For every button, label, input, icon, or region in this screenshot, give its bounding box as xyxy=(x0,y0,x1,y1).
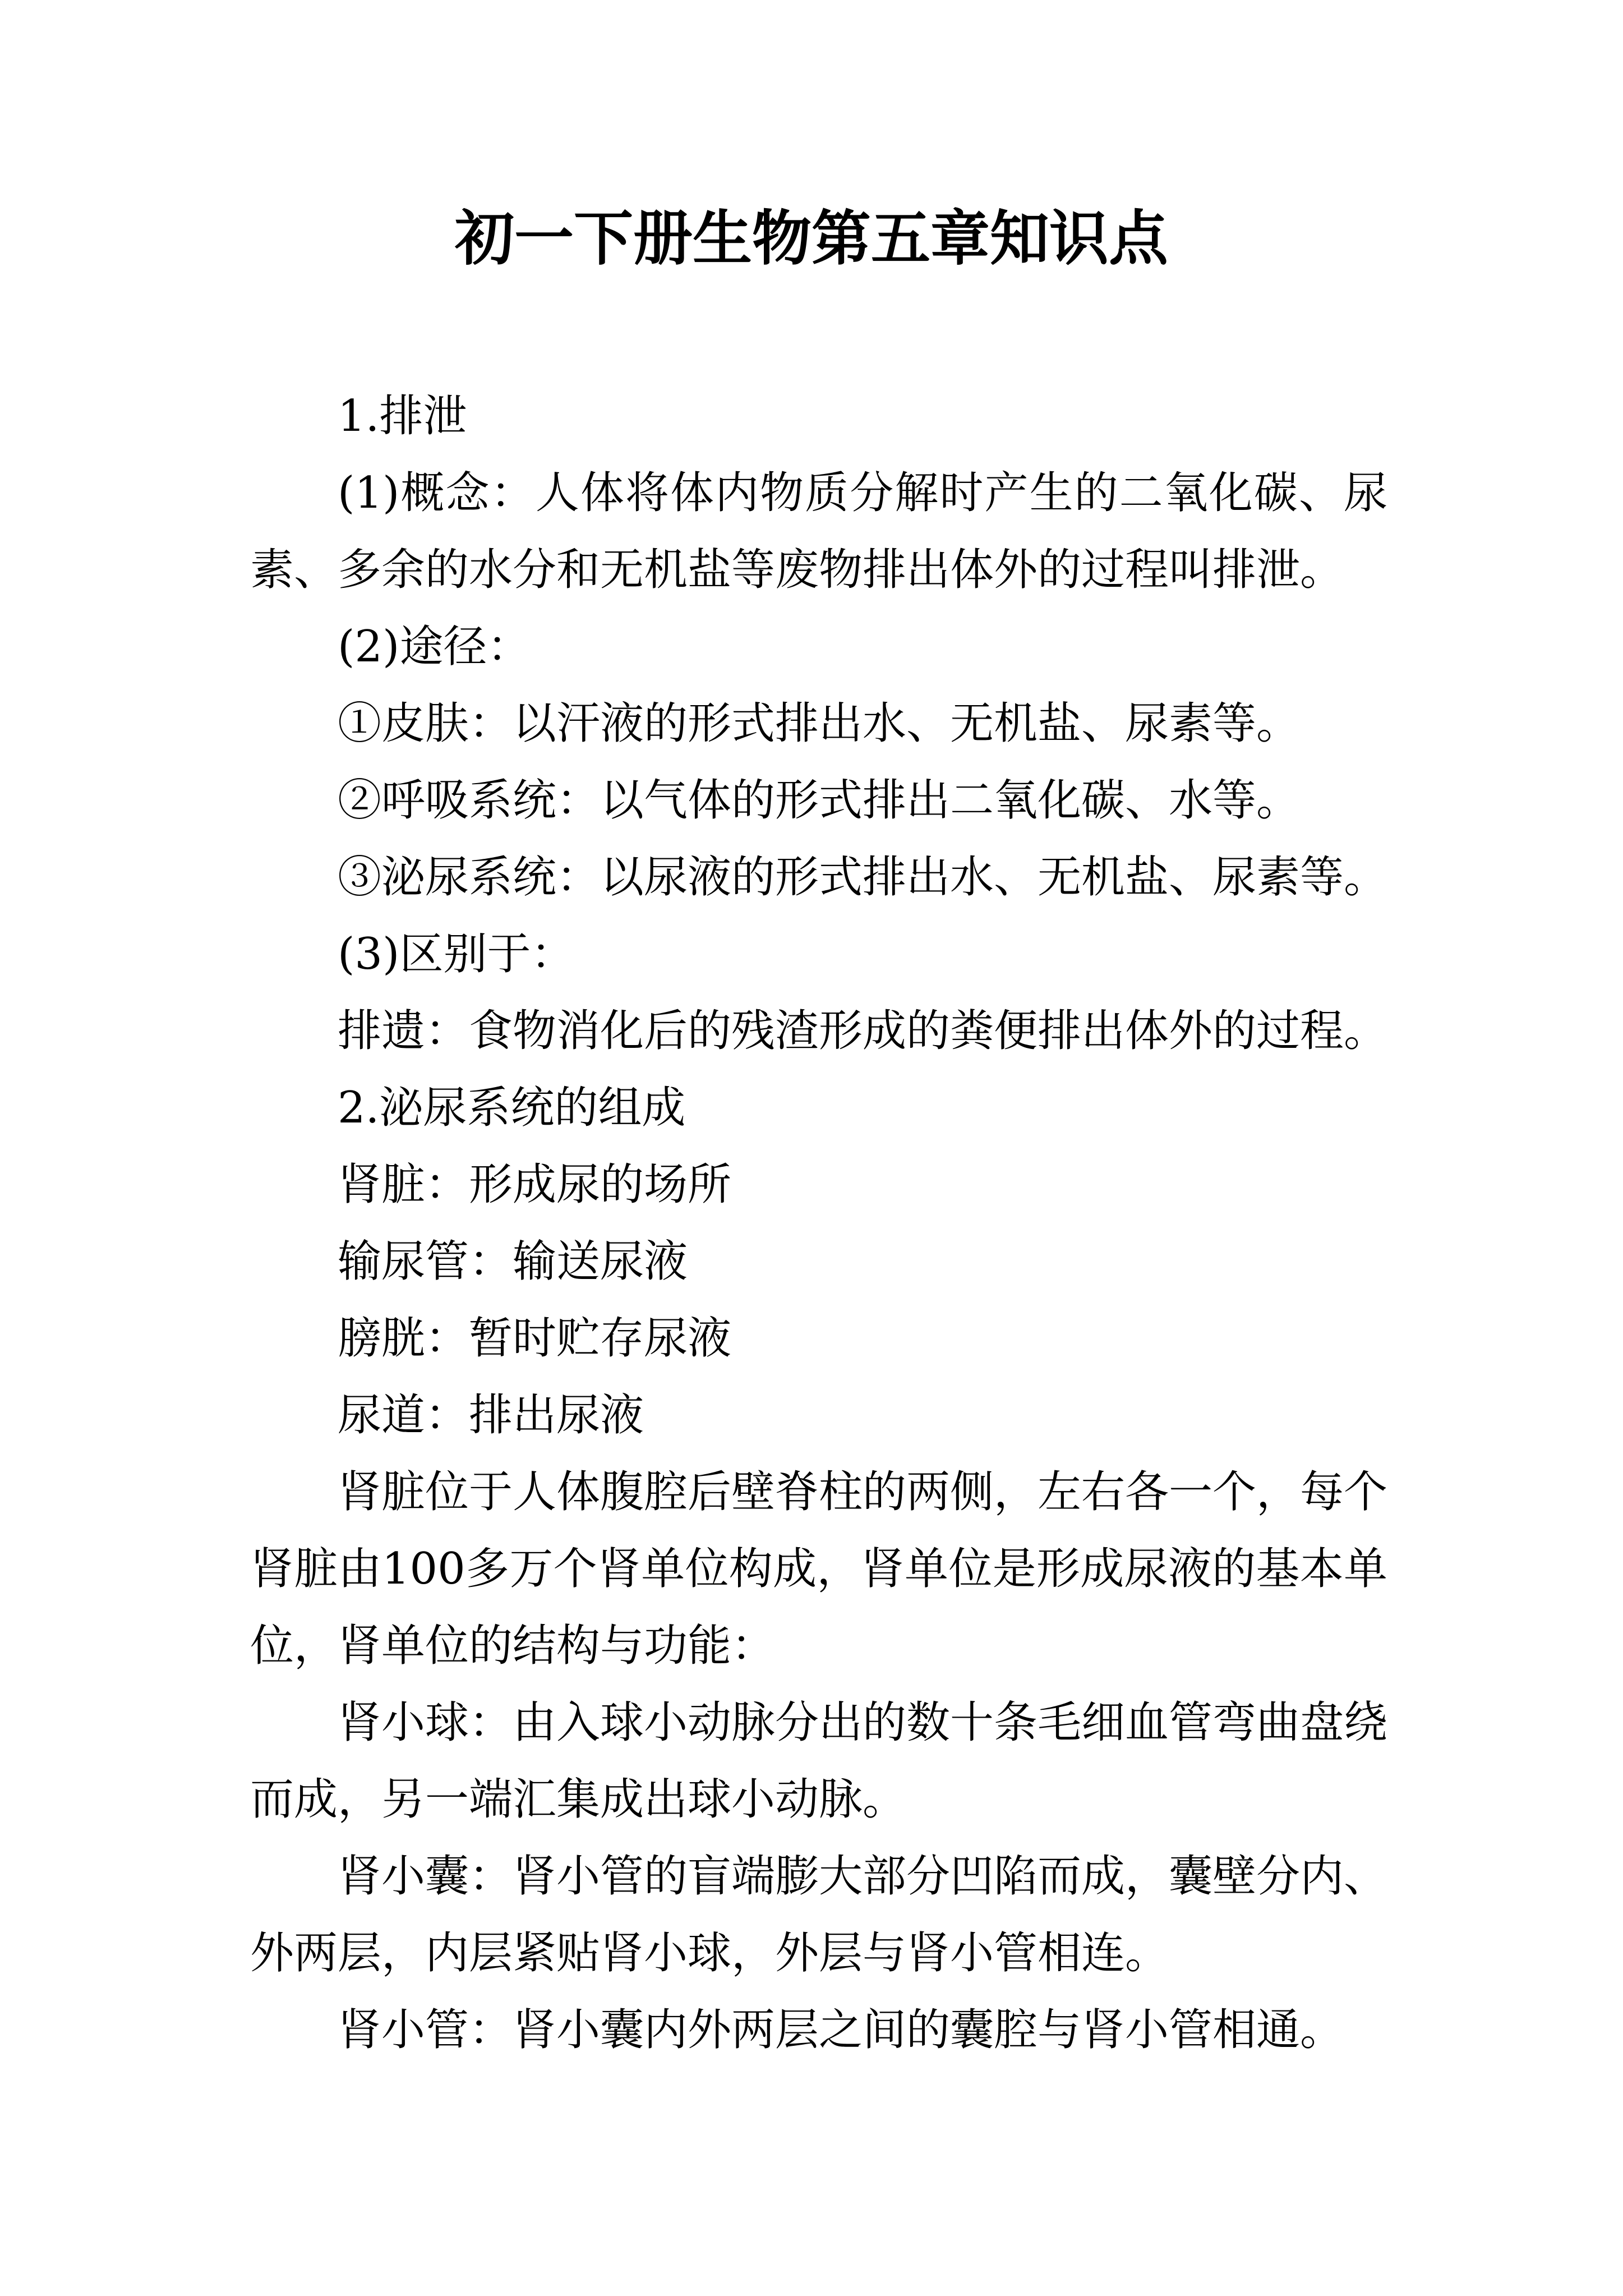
text-line: 肾脏：形成尿的场所 xyxy=(338,1159,732,1210)
subsection-heading xyxy=(250,916,1387,993)
section-heading xyxy=(250,378,1387,455)
text-line: 而成，另一端汇集成出球小动脉。 xyxy=(250,1774,907,1825)
list-item xyxy=(250,1147,1387,1223)
text-line: (1)概念：人体将体内物质分解时产生的二氧化碳、尿 xyxy=(338,468,1387,518)
text-line: 输尿管：输送尿液 xyxy=(338,1236,688,1287)
list-item xyxy=(250,1377,1387,1454)
text-line: 1.排泄 xyxy=(338,391,467,441)
text-line: (2)途径： xyxy=(338,622,531,672)
text-line: 肾小囊：肾小管的盲端膨大部分凹陷而成，囊壁分内、 xyxy=(338,1851,1388,1902)
text-line: 膀胱：暂时贮存尿液 xyxy=(338,1313,732,1364)
document-body xyxy=(250,378,1387,2069)
text-line: ③泌尿系统：以尿液的形式排出水、无机盐、尿素等。 xyxy=(338,852,1388,903)
paragraph xyxy=(250,1685,1387,1838)
paragraph xyxy=(250,1838,1387,1992)
text-line: 肾脏位于人体腹腔后壁脊柱的两侧，左右各一个，每个 xyxy=(338,1467,1388,1517)
text-line: 肾小球：由入球小动脉分出的数十条毛细血管弯曲盘绕 xyxy=(338,1697,1388,1748)
list-item xyxy=(250,685,1387,762)
paragraph xyxy=(250,1992,1387,2069)
text-line: 排遗：食物消化后的残渣形成的粪便排出体外的过程。 xyxy=(338,1006,1388,1056)
section-heading xyxy=(250,1070,1387,1147)
list-item xyxy=(250,1300,1387,1377)
text-line: 位，肾单位的结构与功能： xyxy=(250,1621,776,1671)
list-item xyxy=(250,762,1387,839)
text-line: 肾脏由100多万个肾单位构成，肾单位是形成尿液的基本单 xyxy=(250,1544,1387,1594)
paragraph-definition xyxy=(250,455,1387,609)
list-item xyxy=(250,839,1387,916)
text-line: ①皮肤：以汗液的形式排出水、无机盐、尿素等。 xyxy=(338,698,1301,749)
text-line: ②呼吸系统：以气体的形式排出二氧化碳、水等。 xyxy=(338,775,1301,826)
subsection-heading xyxy=(250,609,1387,685)
text-line: 尿道：排出尿液 xyxy=(338,1390,644,1441)
text-line: 外两层，内层紧贴肾小球，外层与肾小管相连。 xyxy=(250,1928,1169,1978)
text-line: 肾小管：肾小囊内外两层之间的囊腔与肾小管相通。 xyxy=(338,2005,1344,2055)
document-title: 初一下册生物第五章知识点 xyxy=(455,203,1168,273)
text-line: 2.泌尿系统的组成 xyxy=(338,1083,686,1133)
paragraph xyxy=(250,1454,1387,1685)
text-line: (3)区别于： xyxy=(338,929,575,979)
text-line: 素、多余的水分和无机盐等废物排出体外的过程叫排泄。 xyxy=(250,545,1344,595)
list-item xyxy=(250,1223,1387,1300)
paragraph xyxy=(250,993,1387,1070)
